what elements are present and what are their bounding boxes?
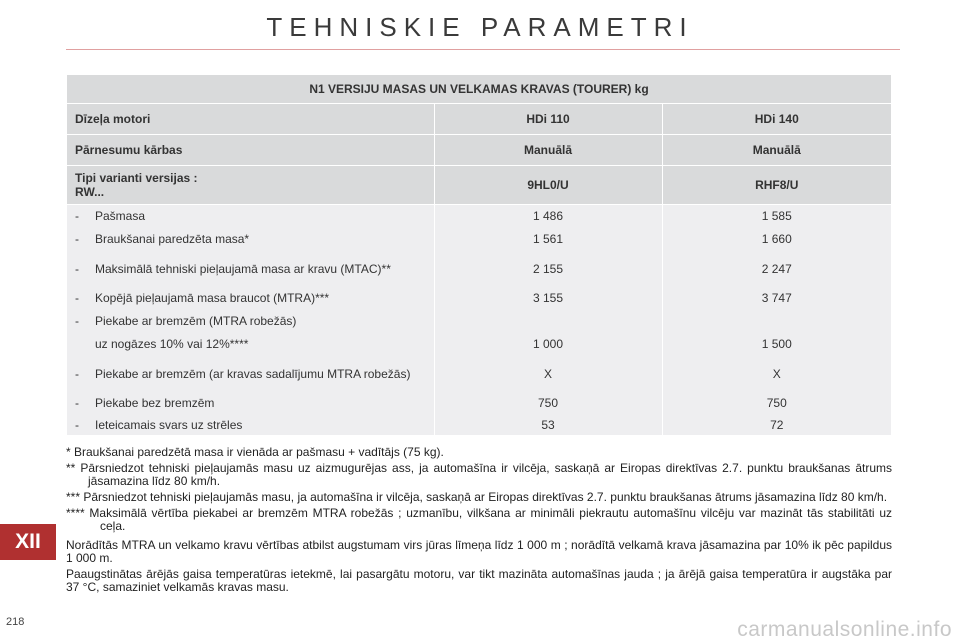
row-label-cell — [67, 356, 434, 392]
row-label: Piekabe bez bremzēm — [95, 396, 215, 410]
table-row — [67, 356, 891, 392]
row-dash: - — [75, 232, 79, 246]
header-value: HDi 110 — [434, 104, 662, 135]
row-value — [434, 310, 662, 333]
row-label-cell — [67, 251, 434, 287]
page-title: TEHNISKIE PARAMETRI — [266, 12, 694, 42]
footnote: * Braukšanai paredzētā masa ir vienāda ar pašmasu + vadītājs (75 kg). — [66, 445, 444, 459]
header-value: Manuālā — [434, 135, 662, 166]
row-dash: - — [75, 396, 79, 410]
row-dash: - — [75, 291, 79, 305]
row-dash: - — [75, 209, 79, 223]
row-label: Braukšanai paredzēta masa* — [95, 232, 250, 246]
chapter-tab: XII — [0, 524, 56, 560]
row-label: Piekabe ar bremzēm (MTRA robežās) — [95, 314, 297, 328]
row-value: 3 747 — [662, 287, 891, 310]
row-value: 3 155 — [434, 287, 662, 310]
table-body — [67, 205, 891, 436]
row-label: Kopējā pieļaujamā masa braucot (MTRA)*** — [95, 291, 330, 305]
row-label: Pašmasa — [95, 209, 146, 223]
table-row — [67, 392, 891, 415]
table-row — [67, 228, 891, 251]
header-value: HDi 140 — [662, 104, 891, 135]
header-label-line: RW... — [75, 185, 105, 199]
row-label: Piekabe ar bremzēm (ar kravas sadalījumu MTRA robežās) — [95, 366, 411, 381]
footnote: *** Pārsniedzot tehniski pieļaujamās masu, ja automašīna ir vilcēja, saskaņā ar Eiropas direktīvas 2.7. punktu braukšanas ātrums jāsamazina līdz 80 km/h. — [66, 490, 888, 504]
row-value: 2 247 — [662, 251, 891, 287]
row-label: Maksimālā tehniski pieļaujamā masa ar kravu (MTAC)** — [95, 261, 391, 276]
row-label-cell — [67, 415, 434, 435]
header-value: RHF8/U — [662, 166, 891, 205]
table-row — [67, 287, 891, 310]
row-value: 1 660 — [662, 228, 891, 251]
header-label-line: Tipi varianti versijas : — [75, 171, 198, 185]
row-label-cell — [67, 287, 434, 310]
row-label-cell — [67, 392, 434, 415]
header-label — [67, 166, 434, 205]
row-value: 750 — [434, 392, 662, 415]
table-header-row — [67, 166, 891, 205]
row-dash: - — [75, 417, 79, 432]
row-label-cell — [67, 205, 434, 229]
row-value: X — [434, 356, 662, 392]
row-value: 1 000 — [434, 333, 662, 356]
row-label-cell — [67, 333, 434, 356]
header-value: 9HL0/U — [434, 166, 662, 205]
table-title: N1 VERSIJU MASAS UN VELKAMAS KRAVAS (TOURER) kg — [67, 75, 891, 104]
row-value: 1 500 — [662, 333, 891, 356]
header-label: Pārnesumu kārbas — [67, 135, 434, 166]
notes-section — [66, 446, 892, 594]
row-value: 53 — [434, 415, 662, 435]
footnote: **** Maksimālā vērtība piekabei ar bremzēm MTRA robežās ; uzmanību, vilkšana ar minimāli piekrautu automašīnu vilcēju var mazināt tās stabilitāti uz ceļa. — [66, 506, 892, 533]
row-label: Ieteicamais svars uz strēles — [95, 417, 243, 432]
row-value: 1 486 — [434, 205, 662, 229]
row-label-cell — [67, 310, 434, 333]
row-value: 1 561 — [434, 228, 662, 251]
table-row — [67, 205, 891, 229]
header-label: Dīzeļa motori — [67, 104, 434, 135]
header-value: Manuālā — [662, 135, 891, 166]
row-dash — [75, 338, 95, 351]
footnote: ** Pārsniedzot tehniski pieļaujamās masu uz aizmugurējas ass, ja automašīna ir vilcēja, saskaņā ar Eiropas direktīvas 2.7. punktu braukšanas ātrums jāsamazina līdz 80 km/h. — [66, 461, 892, 488]
table-title-row — [67, 75, 891, 104]
row-label-cell — [67, 228, 434, 251]
paragraph: Norādītās MTRA un velkamo kravu vērtības atbilst augstumam virs jūras līmeņa līdz 1 000 m ; norādītā velkamā krava jāsamazina par 10% ik pēc papildus 1 000 m. — [66, 538, 892, 565]
title-divider — [66, 49, 900, 50]
mass-table — [67, 75, 891, 435]
watermark: carmanualsonline.info — [737, 618, 952, 641]
page-number: 218 — [6, 616, 25, 628]
table-row — [67, 310, 891, 333]
paragraph: Paaugstinātas ārējās gaisa temperatūras ietekmē, lai pasargātu motoru, var tikt mazināta automašīnas jauda ; ja ārējā gaisa temperatūra ir augstāka par 37 °C, samaziniet velkamās kravas masu. — [66, 567, 892, 594]
table-row — [67, 415, 891, 435]
table-row — [67, 251, 891, 287]
table-header-row — [67, 104, 891, 135]
row-value: 2 155 — [434, 251, 662, 287]
row-value: 1 585 — [662, 205, 891, 229]
row-value: 750 — [662, 392, 891, 415]
row-value: 72 — [662, 415, 891, 435]
row-dash: - — [75, 261, 79, 276]
row-value: X — [662, 356, 891, 392]
table-row — [67, 333, 891, 356]
row-dash: - — [75, 366, 79, 381]
row-label: uz nogāzes 10% vai 12%**** — [95, 337, 249, 351]
row-dash: - — [75, 314, 79, 328]
table-header-row — [67, 135, 891, 166]
row-value — [662, 310, 891, 333]
